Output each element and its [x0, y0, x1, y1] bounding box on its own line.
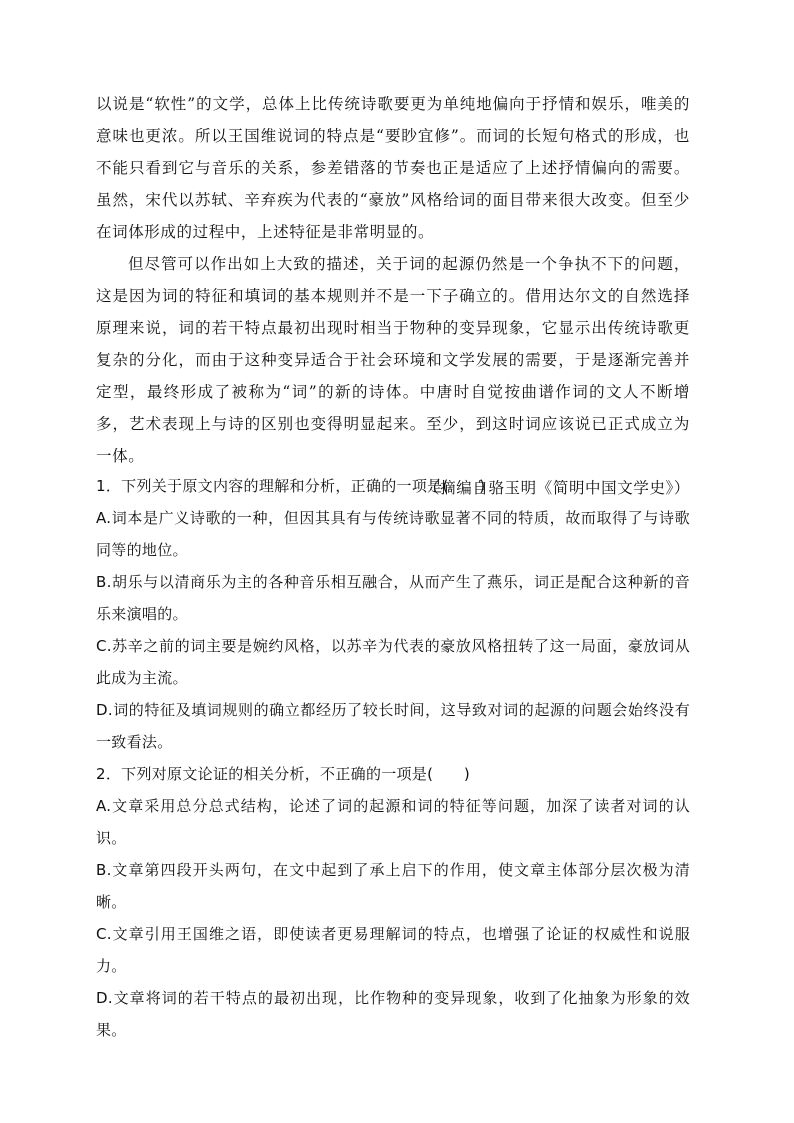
- option-b: B.胡乐与以清商乐为主的各种音乐相互融合，从而产生了燕乐，词正是配合这种新的音乐来演唱的。: [96, 573, 690, 623]
- question-list: [96, 470, 690, 1046]
- passage-paragraph-2: 但尽管可以作出如上大致的描述，关于词的起源仍然是一个争执不下的问题，这是因为词的特征和填词的基本规则并不是一下子确立的。借用达尔文的自然选择原理来说，词的若干特点最初出现时相当于物种的变异现象，它显示出传统诗歌更复杂的分化，而由于这种变异适合于社会环境和文学发展的需要，于是逐渐完善并定型，最终形成了被称为“词”的新的诗体。中唐时自觉按曲谱作词的文人不断增多，艺术表现上与诗的区别也变得明显起来。至少，到这时词应该说已正式成立为一体。: [96, 255, 690, 465]
- reading-passage: [96, 88, 690, 504]
- question-1: [96, 470, 690, 758]
- option-c: C.苏辛之前的词主要是婉约风格，以苏辛为代表的豪放风格扭转了这一局面，豪放词从此成为主流。: [96, 637, 690, 687]
- option-a: A.词本是广义诗歌的一种，但因其具有与传统诗歌显著不同的特质，故而取得了与诗歌同等的地位。: [96, 509, 690, 559]
- question-2: [96, 758, 690, 1046]
- question-stem: 1．下列关于原文内容的理解和分析，正确的一项是( ): [96, 477, 486, 495]
- passage-source: （摘编自骆玉明《简明中国文学史》）: [424, 479, 690, 497]
- question-stem: 2．下列对原文论证的相关分析，不正确的一项是( ): [96, 765, 471, 783]
- option-a: A.文章采用总分总式结构，论述了词的起源和词的特征等问题，加深了读者对词的认识。: [96, 797, 690, 847]
- option-b: B.文章第四段开头两句，在文中起到了承上启下的作用，使文章主体部分层次极为清晰。: [96, 861, 690, 911]
- option-c: C.文章引用王国维之语，即使读者更易理解词的特点，也增强了论证的权威性和说服力。: [96, 925, 690, 975]
- passage-paragraph-1: 以说是“软性”的文学，总体上比传统诗歌要更为单纯地偏向于抒情和娱乐，唯美的意味也更浓。所以王国维说词的特点是“要眇宜修”。而词的长短句格式的形成，也不能只看到它与音乐的关系，参差错落的节奏也正是适应了上述抒情偏向的需要。虽然，宋代以苏轼、辛弃疾为代表的“豪放”风格给词的面目带来很大改变。但至少在词体形成的过程中，上述特征是非常明显的。: [96, 95, 690, 241]
- option-d: D.文章将词的若干特点的最初出现，比作物种的变异现象，收到了化抽象为形象的效果。: [96, 989, 690, 1039]
- option-d: D.词的特征及填词规则的确立都经历了较长时间，这导致对词的起源的问题会始终没有一致看法。: [96, 701, 690, 751]
